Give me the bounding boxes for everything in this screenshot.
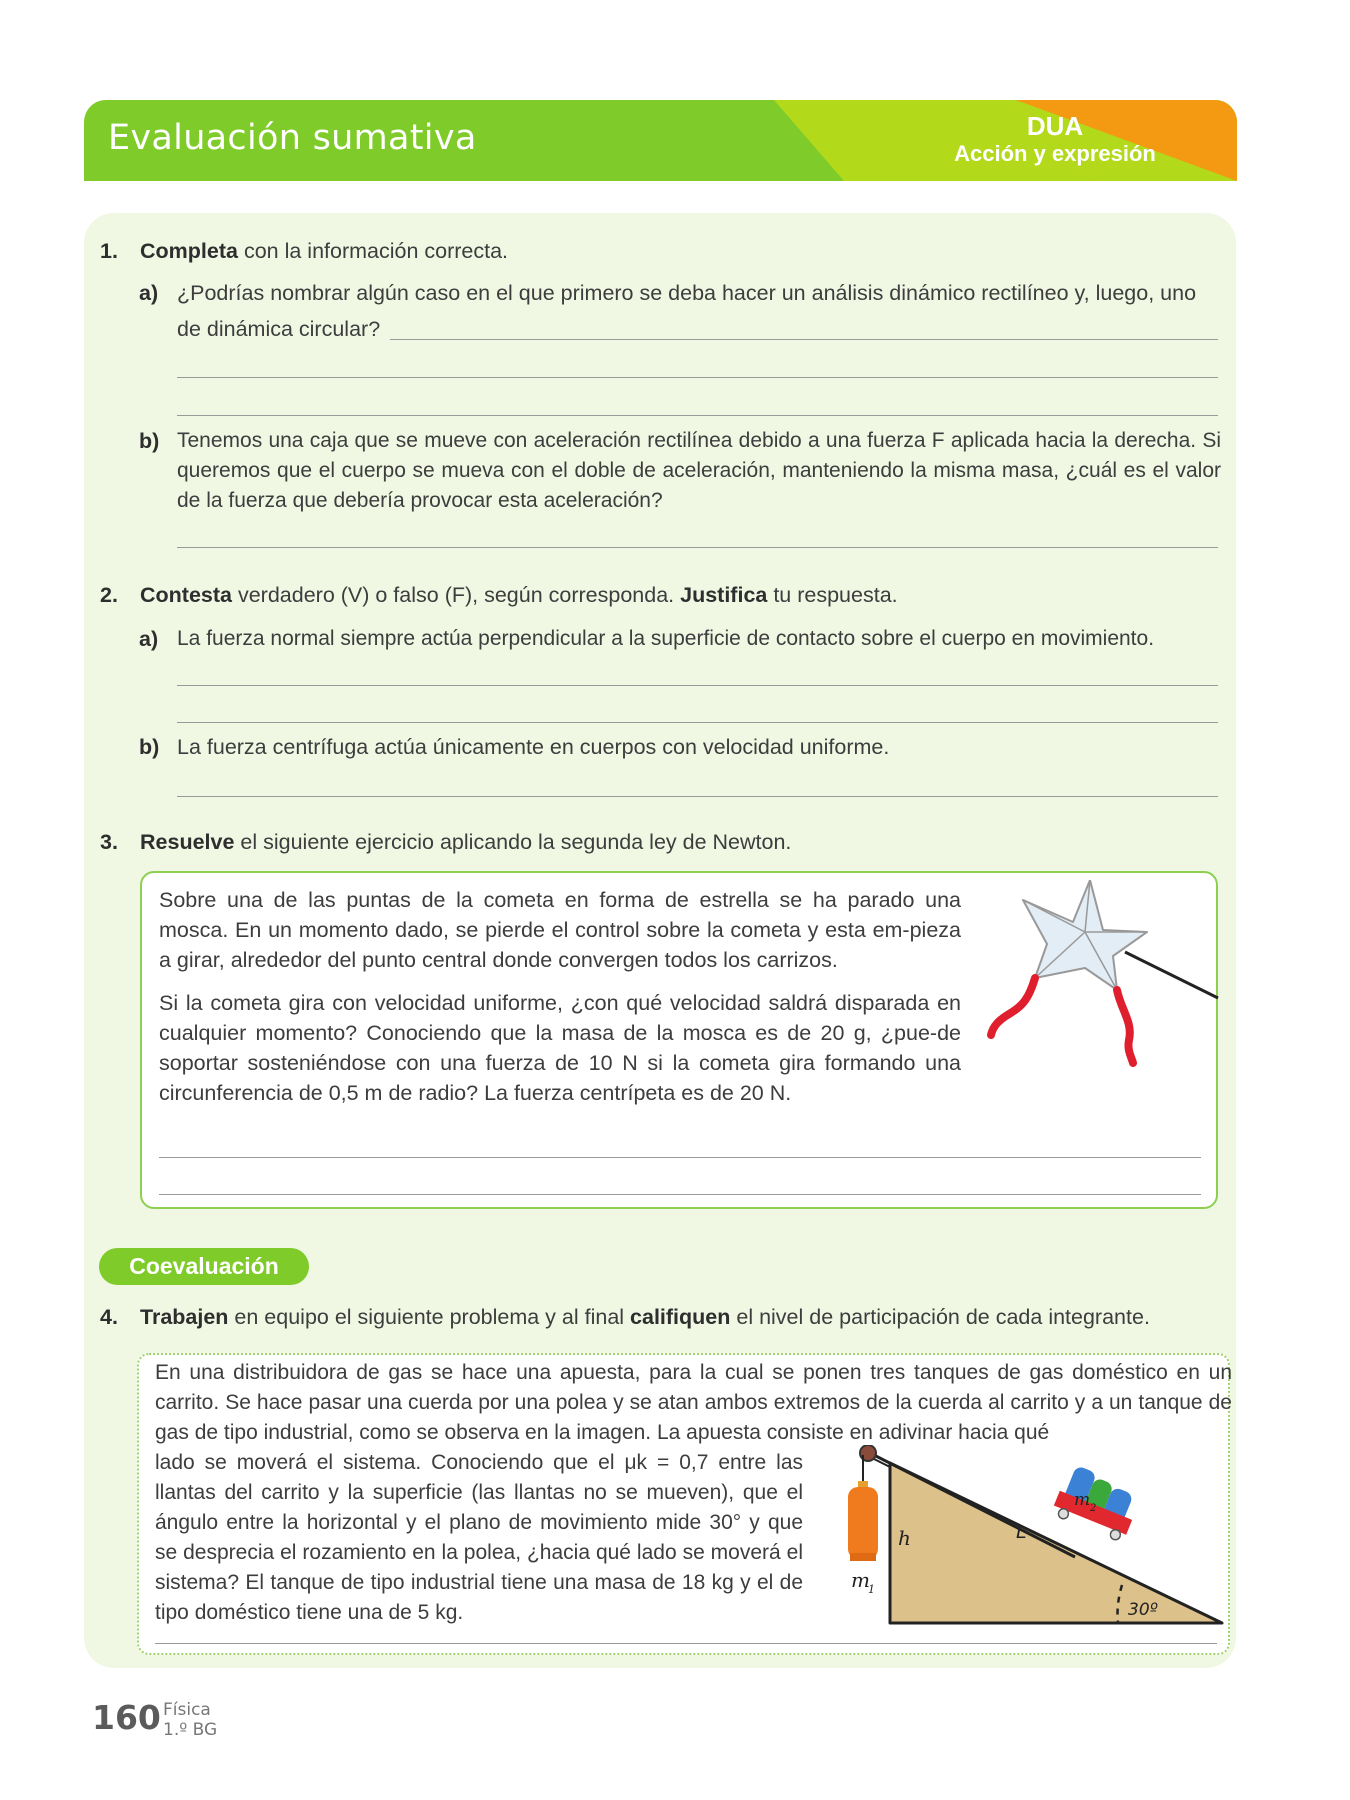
item-text: La fuerza centrífuga actúa únicamente en cuerpos con velocidad uniforme. [177,735,890,759]
problem-paragraph-cont: lado se moverá el sistema. Conociendo que el μk = 0,7 entre las llantas del carrito y la superficie (las llantas no se mueven), que el ángulo entre la horizontal y el plano de movimiento mide 30° y que se desprecia el rozamiento en la polea, ¿hacia qué lado se moverá el sistema? El tanque de tipo industrial tiene una masa de 18 kg y el de tipo doméstico tiene una de 5 kg. [155,1451,803,1624]
question-number: 3. [100,830,118,854]
book-info [163,1700,217,1740]
exercise-paragraph-2: Si la cometa gira con velocidad uniforme, ¿con qué velocidad saldrá disparada en cualquier momento? Conociendo que la masa de la mosca es de 20 g, ¿pue-de soportar sosteniéndose con una fuerza de 10 N si la cometa gira formando una circunferencia de 0,5 m de radio? La fuerza centrípeta es de 20 N. [159,991,961,1105]
angle-label: 30º [1128,1600,1158,1620]
item-label: a) [139,281,159,305]
answer-line[interactable] [177,722,1218,723]
answer-line[interactable] [390,339,1218,340]
instruction-verb: Justifica [680,583,768,607]
instruction-verb: Completa [140,239,238,263]
answer-line[interactable] [177,415,1218,416]
instruction-text: con la información correcta. [237,239,509,263]
mass-1-subscript: 1 [868,1583,875,1596]
question-1b [139,426,1221,516]
question-number: 4. [100,1305,118,1329]
answer-line[interactable] [177,685,1218,686]
star-kite-illustration [985,880,1235,1100]
item-label: b) [139,735,160,759]
subject-label: Física [163,1700,211,1720]
instruction-text: tu respuesta. [767,583,898,607]
section-header [84,100,1237,181]
question-instruction [140,236,508,266]
item-label: a) [139,627,159,651]
instruction-text: el nivel de participación de cada integrante. [730,1305,1150,1329]
inclined-plane-diagram [840,1445,1240,1635]
instruction-verb: Trabajen [140,1305,229,1329]
item-text-cont: de dinámica circular? [177,317,381,341]
instruction-verb: califiquen [630,1305,731,1329]
instruction-verb: Contesta [140,583,232,607]
grade-label: 1.º BG [163,1720,218,1740]
answer-line[interactable] [159,1194,1201,1195]
item-label: b) [139,429,160,453]
answer-line[interactable] [177,796,1218,797]
answer-line[interactable] [159,1157,1201,1158]
dua-subtitle: Acción y expresión [954,141,1156,166]
problem-paragraph: En una distribuidora de gas se hace una apuesta, para la cual se ponen tres tanques de gas doméstico en un carrito. Se hace pasar una cuerda por una polea y se atan ambos extremos de la cuerda al carrito y a un tanque de gas de tipo industrial, como se observa en la imagen. La apuesta consiste en adivinar hacia qué [155,1361,1232,1444]
length-label: L [1016,1521,1027,1543]
question-number: 2. [100,583,118,607]
height-label: h [898,1526,911,1550]
item-text: Tenemos una caja que se mueve con aceleración rectilínea debido a una fuerza F aplicada hacia la derecha. Si queremos que el cuerpo se mueva con el doble de aceleración, manteniendo la misma masa, ¿cuál es el valor de la fuerza que debería provocar esta aceleración? [177,429,1221,512]
question-instruction [140,1302,1150,1332]
mass-1-label: m [851,1568,870,1592]
answer-line[interactable] [177,377,1218,378]
answer-line[interactable] [177,547,1218,548]
question-instruction [140,827,791,857]
question-instruction [140,580,898,610]
page-title: Evaluación sumativa [108,118,477,158]
instruction-text: en equipo el siguiente problema y al final [228,1305,631,1329]
item-text: La fuerza normal siempre actúa perpendicular a la superficie de contacto sobre el cuerpo en movimiento. [177,627,1155,650]
instruction-verb: Resuelve [140,830,235,854]
item-text: ¿Podrías nombrar algún caso en el que primero se deba hacer un análisis dinámico rectilíneo y, luego, uno [177,281,1197,305]
question-number: 1. [100,239,118,263]
exercise-paragraph-1: Sobre una de las puntas de la cometa en forma de estrella se ha parado una mosca. En un momento dado, se pierde el control sobre la cometa y esta em-pieza a girar, alrededor del punto central donde convergen todos los carrizos. [159,888,961,972]
answer-line[interactable] [155,1643,1217,1644]
mass-2-subscript: 2 [1090,1503,1097,1514]
dua-badge [935,112,1175,168]
cart-with-tanks-icon [1050,1463,1143,1543]
dua-label: DUA [1026,111,1084,141]
instruction-text: el siguiente ejercicio aplicando la segunda ley de Newton. [234,830,792,854]
mass-2-label: m [1074,1490,1091,1510]
instruction-text: verdadero (V) o falso (F), según corresponda. [231,583,681,607]
industrial-tank-icon [848,1481,878,1561]
coevaluacion-badge: Coevaluación [99,1248,309,1285]
page-number: 160 [92,1698,161,1737]
